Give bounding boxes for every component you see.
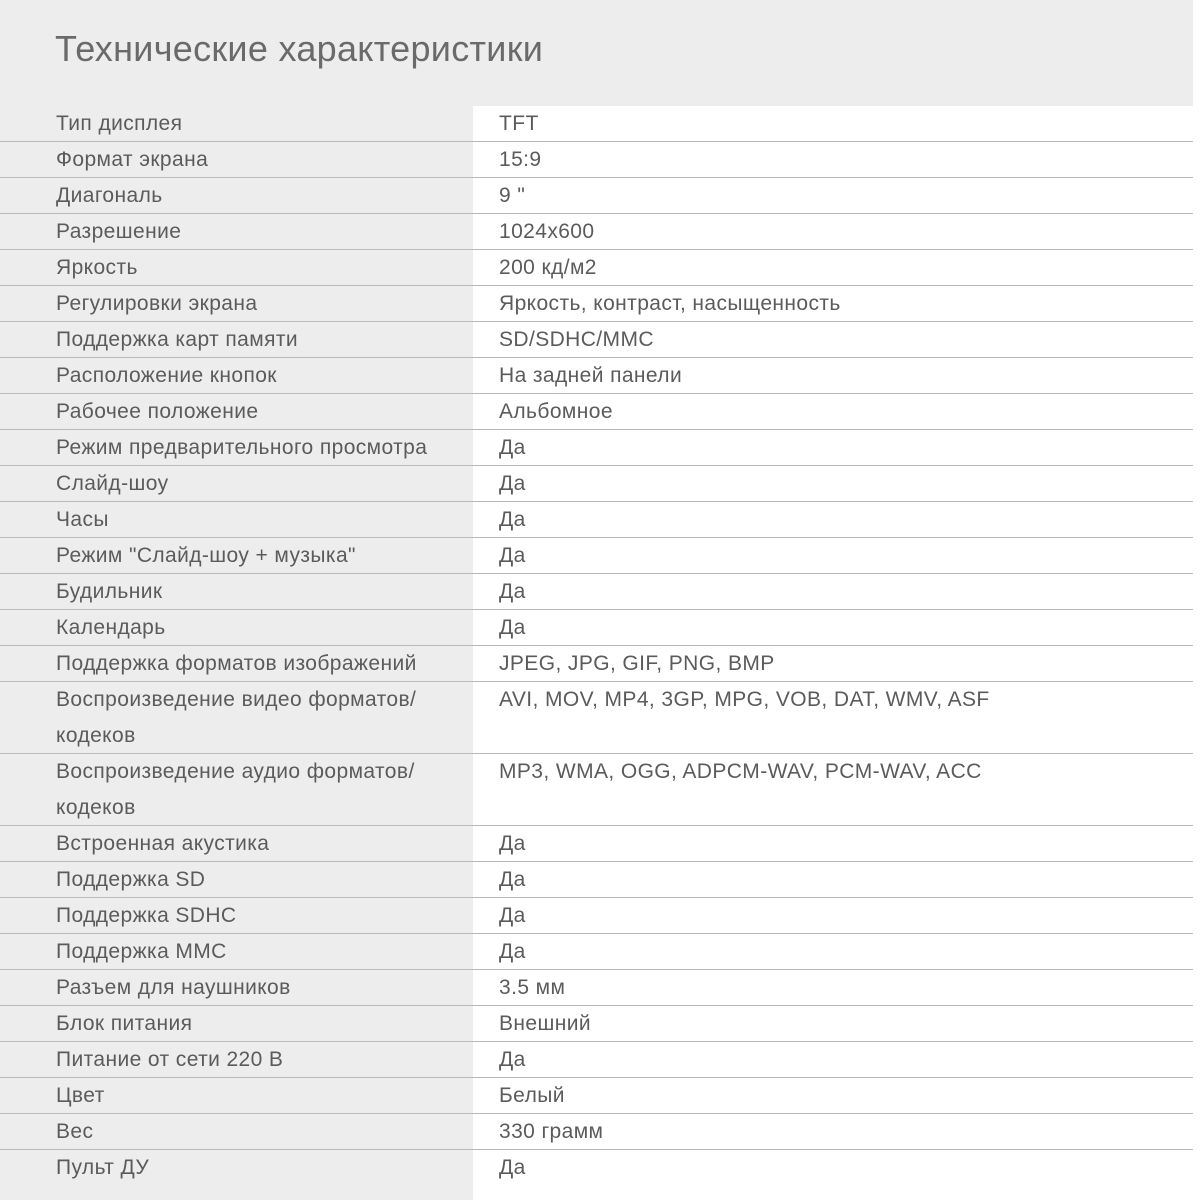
spec-row bbox=[0, 1042, 1193, 1078]
spec-value: Да bbox=[499, 832, 526, 855]
spec-label: Разрешение bbox=[56, 220, 182, 243]
spec-value: Внешний bbox=[499, 1012, 591, 1035]
spec-row bbox=[0, 502, 1193, 538]
spec-row bbox=[0, 1078, 1193, 1114]
spec-row bbox=[0, 358, 1193, 394]
spec-label: Регулировки экрана bbox=[56, 292, 258, 315]
spec-row bbox=[0, 286, 1193, 322]
spec-label: Расположение кнопок bbox=[56, 364, 277, 387]
spec-label: Встроенная акустика bbox=[56, 832, 270, 855]
spec-label: Календарь bbox=[56, 616, 166, 639]
spec-row bbox=[0, 862, 1193, 898]
spec-row bbox=[0, 682, 1193, 754]
spec-label: Диагональ bbox=[56, 184, 163, 207]
spec-row bbox=[0, 322, 1193, 358]
specs-header bbox=[0, 0, 1193, 106]
specs-rows bbox=[0, 106, 1193, 1186]
spec-row bbox=[0, 538, 1193, 574]
spec-value: Да bbox=[499, 940, 526, 963]
spec-label: Режим "Слайд-шоу + музыка" bbox=[56, 544, 356, 567]
spec-value: MP3, WMA, OGG, ADPCM-WAV, PCM-WAV, ACC bbox=[499, 760, 982, 783]
spec-value: Альбомное bbox=[499, 400, 613, 423]
spec-label: Разъем для наушников bbox=[56, 976, 291, 999]
spec-row bbox=[0, 1114, 1193, 1150]
spec-row bbox=[0, 430, 1193, 466]
spec-row bbox=[0, 1150, 1193, 1186]
spec-label: Цвет bbox=[56, 1084, 105, 1107]
spec-label: Поддержка MMC bbox=[56, 940, 227, 963]
spec-row bbox=[0, 142, 1193, 178]
spec-value: AVI, MOV, MP4, 3GP, MPG, VOB, DAT, WMV, ASF bbox=[499, 688, 990, 711]
spec-label: Поддержка карт памяти bbox=[56, 328, 298, 351]
spec-value: Белый bbox=[499, 1084, 565, 1107]
spec-label: Пульт ДУ bbox=[56, 1156, 150, 1179]
spec-value: TFT bbox=[499, 112, 539, 135]
spec-label: Питание от сети 220 В bbox=[56, 1048, 284, 1071]
spec-value: Да bbox=[499, 508, 526, 531]
spec-row bbox=[0, 394, 1193, 430]
spec-row bbox=[0, 106, 1193, 142]
spec-value: 15:9 bbox=[499, 148, 542, 171]
spec-row bbox=[0, 214, 1193, 250]
spec-label: Блок питания bbox=[56, 1012, 193, 1035]
spec-row bbox=[0, 1006, 1193, 1042]
spec-value: Да bbox=[499, 1048, 526, 1071]
spec-value: Да bbox=[499, 616, 526, 639]
spec-row bbox=[0, 574, 1193, 610]
spec-value: 3.5 мм bbox=[499, 976, 566, 999]
spec-value: SD/SDHC/MMC bbox=[499, 328, 654, 351]
spec-row bbox=[0, 898, 1193, 934]
spec-row bbox=[0, 250, 1193, 286]
spec-row bbox=[0, 610, 1193, 646]
page-title: Технические характеристики bbox=[55, 28, 544, 69]
spec-value: 9 " bbox=[499, 184, 526, 207]
spec-label: Часы bbox=[56, 508, 109, 531]
spec-row bbox=[0, 754, 1193, 826]
spec-value: Да bbox=[499, 868, 526, 891]
spec-value: Да bbox=[499, 472, 526, 495]
spec-label: Формат экрана bbox=[56, 148, 209, 171]
spec-label: Режим предварительного просмотра bbox=[56, 436, 428, 459]
spec-row bbox=[0, 646, 1193, 682]
spec-value: Да bbox=[499, 436, 526, 459]
spec-label: Яркость bbox=[56, 256, 138, 279]
spec-value: 200 кд/м2 bbox=[499, 256, 597, 279]
spec-label: Поддержка SD bbox=[56, 868, 206, 891]
spec-label: Поддержка SDHC bbox=[56, 904, 237, 927]
spec-label: Слайд-шоу bbox=[56, 472, 169, 495]
spec-label: Поддержка форматов изображений bbox=[56, 652, 417, 675]
spec-value: Яркость, контраст, насыщенность bbox=[499, 292, 841, 315]
spec-label: Воспроизведение видео форматов/ кодеков bbox=[56, 688, 417, 747]
spec-label: Вес bbox=[56, 1120, 94, 1143]
specs-table bbox=[0, 106, 1193, 1200]
spec-value: На задней панели bbox=[499, 364, 683, 387]
spec-row bbox=[0, 934, 1193, 970]
spec-value: Да bbox=[499, 1156, 526, 1179]
spec-value: 1024x600 bbox=[499, 220, 595, 243]
spec-value: Да bbox=[499, 904, 526, 927]
spec-value: 330 грамм bbox=[499, 1120, 604, 1143]
spec-value: JPEG, JPG, GIF, PNG, BMP bbox=[499, 652, 775, 675]
spec-label: Будильник bbox=[56, 580, 163, 603]
spec-label: Тип дисплея bbox=[56, 112, 183, 135]
spec-label: Рабочее положение bbox=[56, 400, 259, 423]
spec-label: Воспроизведение аудио форматов/ кодеков bbox=[56, 760, 415, 819]
spec-row bbox=[0, 826, 1193, 862]
spec-value: Да bbox=[499, 544, 526, 567]
spec-row bbox=[0, 466, 1193, 502]
spec-row bbox=[0, 178, 1193, 214]
spec-value: Да bbox=[499, 580, 526, 603]
spec-row bbox=[0, 970, 1193, 1006]
